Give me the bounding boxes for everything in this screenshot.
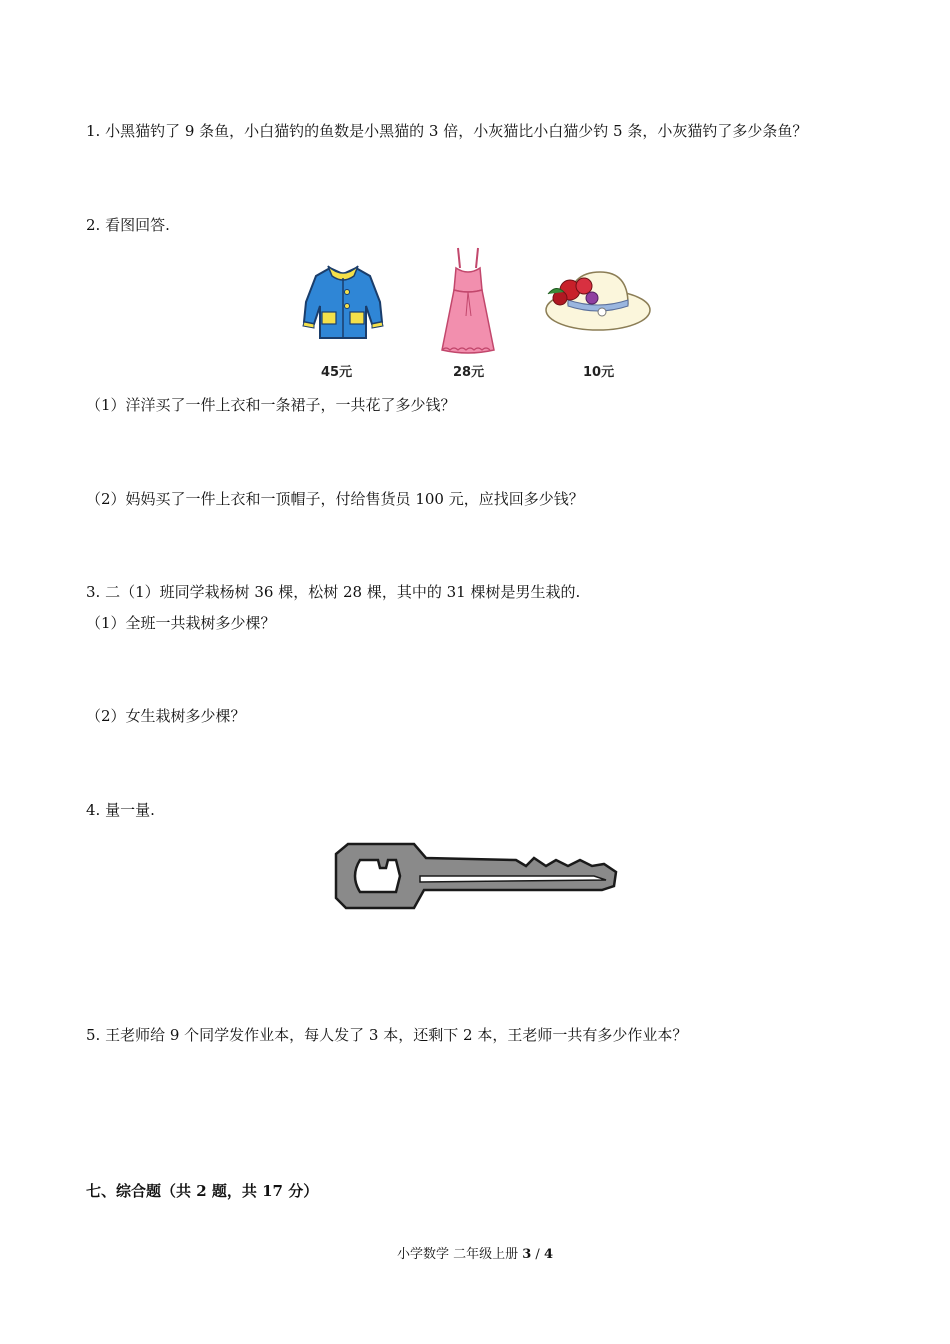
dress-price: 28元 bbox=[453, 365, 485, 380]
coat-image bbox=[300, 262, 386, 344]
footer-text: 小学数学 二年级上册 bbox=[396, 1247, 523, 1262]
coat-price: 45元 bbox=[321, 365, 353, 380]
dress-image bbox=[440, 246, 496, 354]
question-2-title: 2. 看图回答. bbox=[86, 216, 170, 234]
question-2-sub-1: （1）洋洋买了一件上衣和一条裙子，一共花了多少钱？ bbox=[86, 396, 456, 414]
key-image bbox=[334, 836, 618, 912]
hat-image bbox=[540, 264, 652, 336]
question-1: 1. 小黑猫钓了 9 条鱼，小白猫钓的鱼数是小黑猫的 3 倍，小灰猫比小白猫少钓 5 条，小灰猫钓了多少条鱼？ bbox=[86, 122, 808, 140]
footer-total: 4 bbox=[543, 1247, 553, 1262]
footer-page: 3 bbox=[522, 1247, 532, 1262]
footer-separator: / bbox=[531, 1247, 544, 1262]
question-3-sub-2: （2）女生栽树多少棵？ bbox=[86, 707, 246, 725]
page-footer bbox=[0, 1246, 950, 1264]
question-5: 5. 王老师给 9 个同学发作业本，每人发了 3 本，还剩下 2 本，王老师一共有多少作业本？ bbox=[86, 1026, 688, 1044]
question-3-title: 3. 二（1）班同学栽杨树 36 棵，松树 28 棵，其中的 31 棵树是男生栽的. bbox=[86, 583, 581, 601]
question-3-sub-1: （1）全班一共栽树多少棵？ bbox=[86, 614, 276, 632]
hat-price: 10元 bbox=[583, 365, 615, 380]
question-4-title: 4. 量一量. bbox=[86, 801, 155, 819]
section-7-heading: 七、综合题（共 2 题，共 17 分） bbox=[86, 1182, 319, 1200]
question-2-sub-2: （2）妈妈买了一件上衣和一顶帽子，付给售货员 100 元，应找回多少钱？ bbox=[86, 490, 584, 508]
